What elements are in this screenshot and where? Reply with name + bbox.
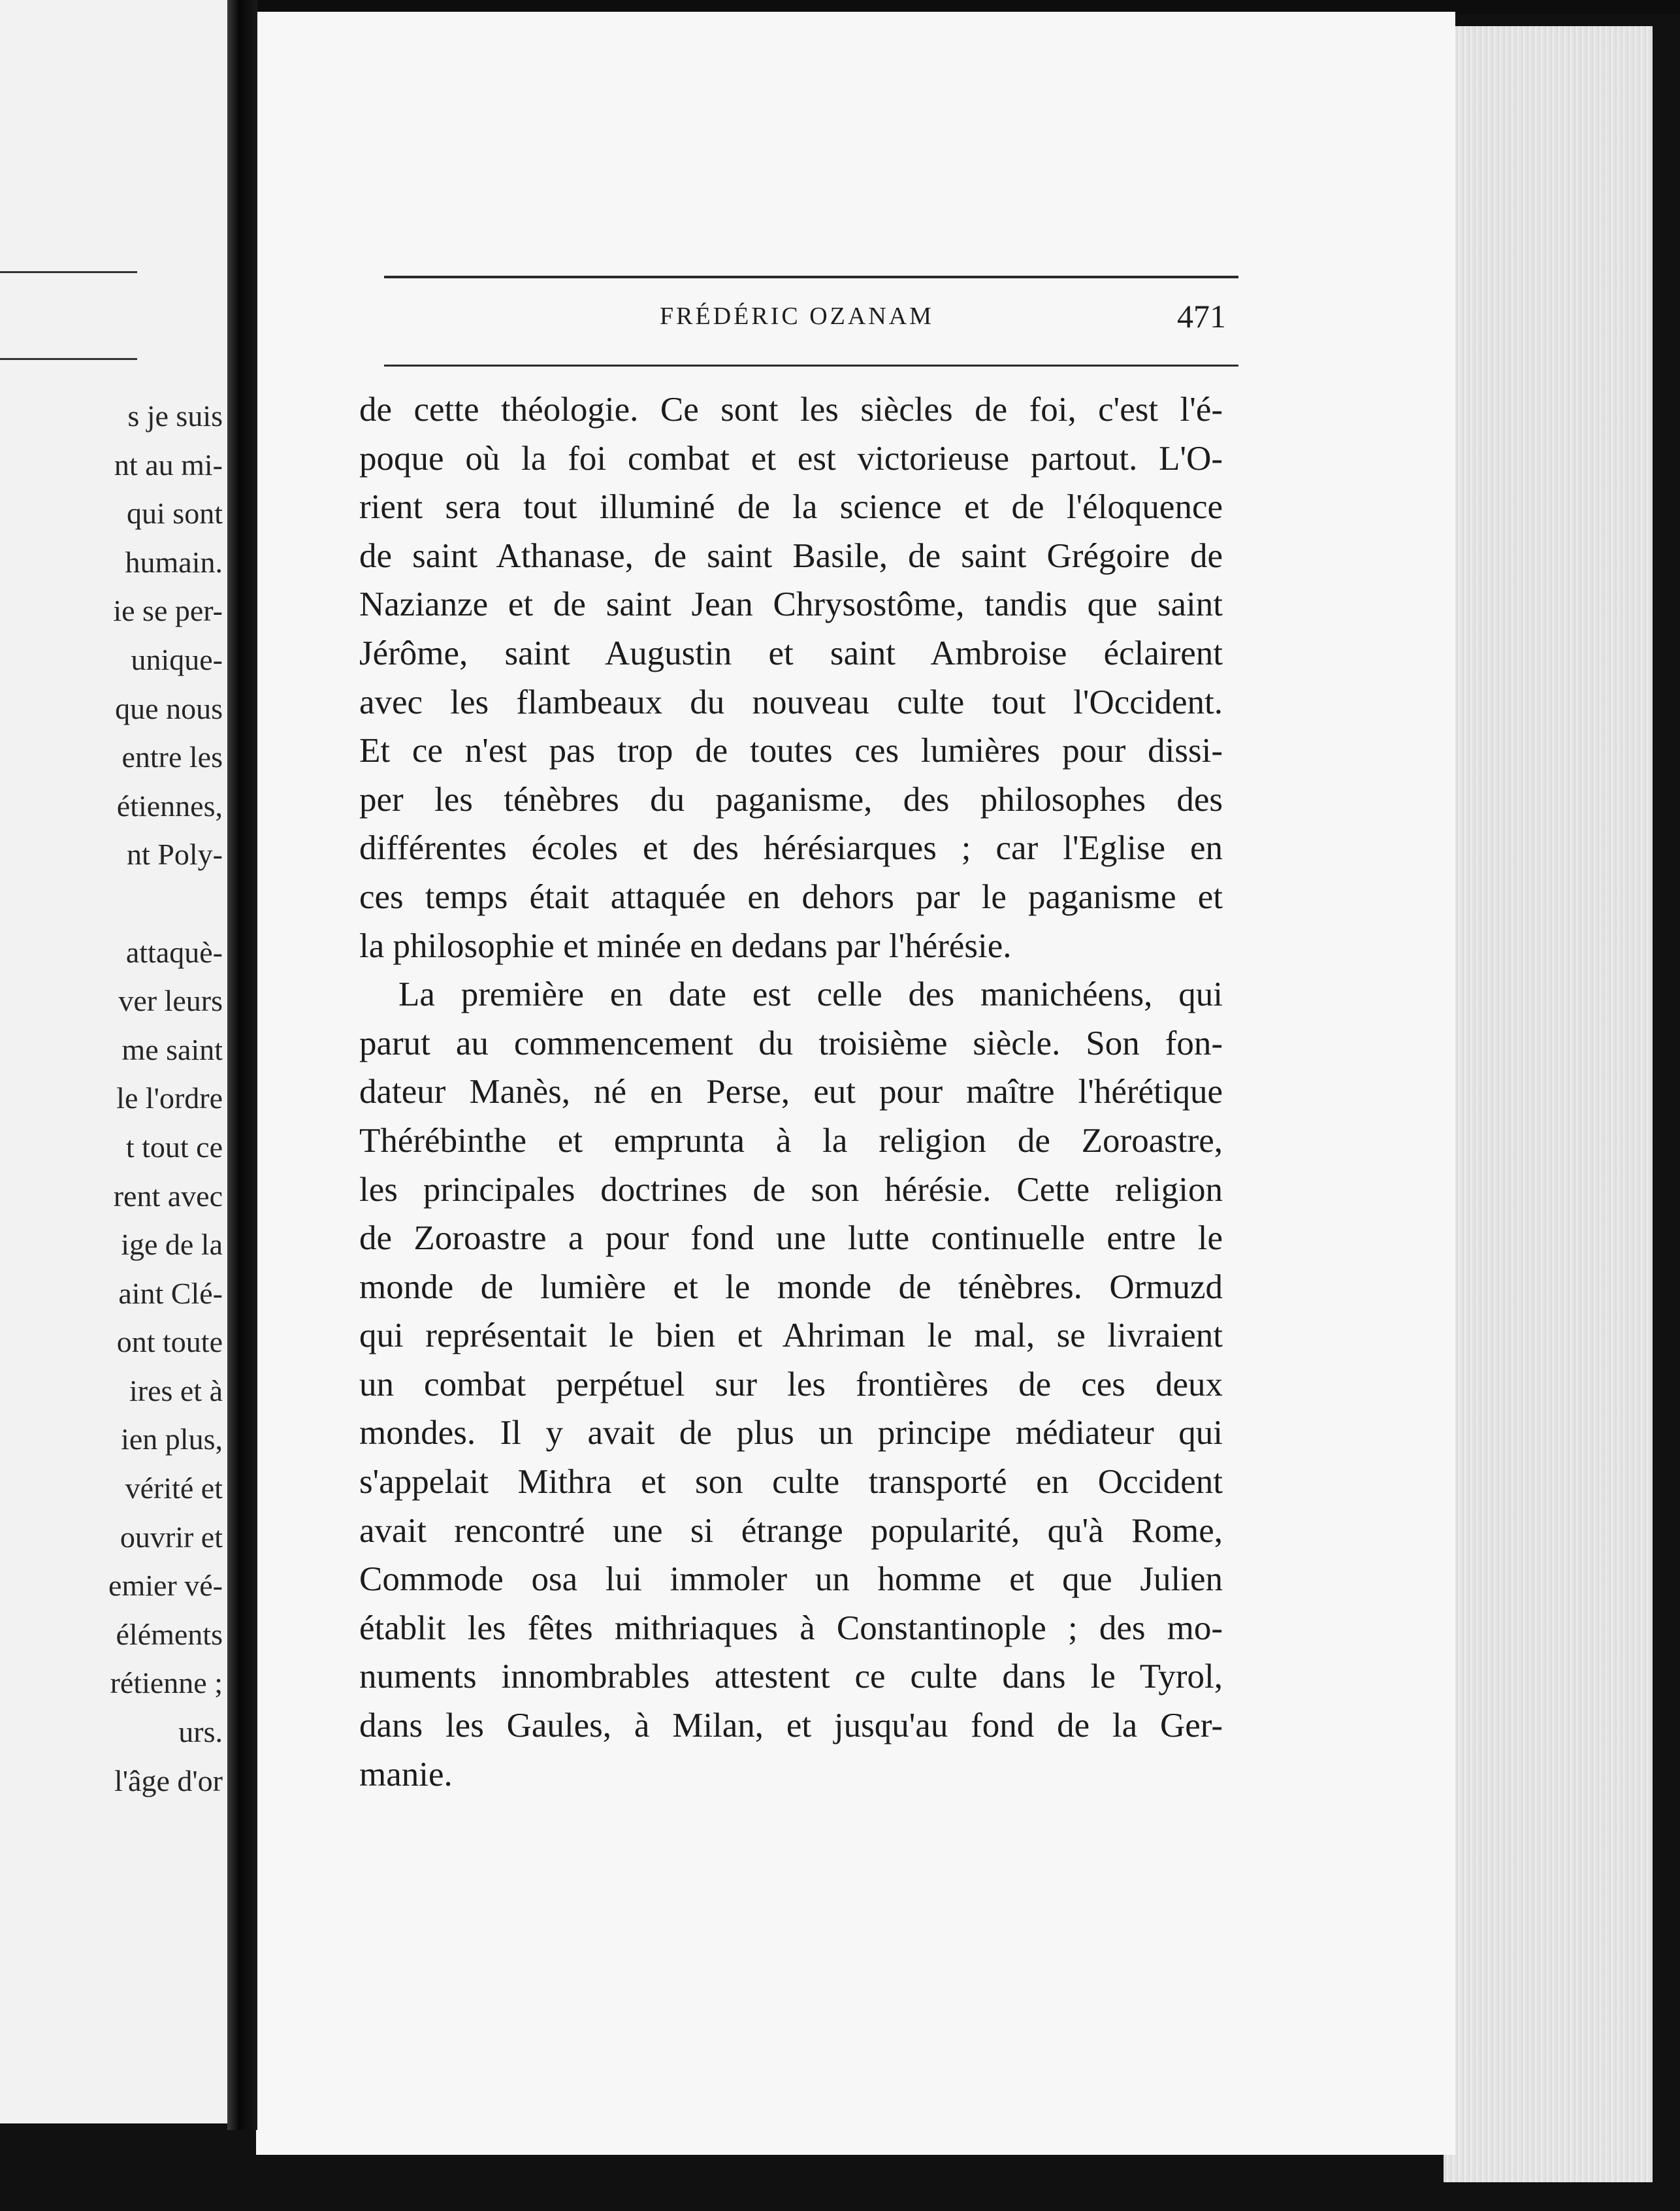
binding-gutter [227,0,257,2130]
left-page-line: attaquè- [125,935,223,969]
text-line: de Zoroastre a pour fond une lutte continuelle entre le [359,1219,1223,1258]
left-page-line: que nous [115,691,223,725]
text-line: Et ce n'est pas trop de toutes ces lumières pour dissi- [359,732,1223,770]
text-line: dateur Manès, né en Perse, eut pour maître l'hérétique [359,1073,1223,1111]
text-line: un combat perpétuel sur les frontières de ces deux [359,1365,1223,1403]
text-line: avec les flambeaux du nouveau culte tout l'Occident. [359,683,1223,721]
left-page-line: emier vé- [108,1569,223,1603]
body-text [359,385,1223,1799]
text-line: Commode osa lui immoler un homme et que Julien [359,1560,1223,1599]
left-page-line: s je suis [127,399,223,433]
text-line: La première en date est celle des manichéens, qui [398,975,1223,1014]
left-page-line: l'âge d'or [114,1763,223,1797]
text-line: rient sera tout illuminé de la science et de l'éloquence [359,488,1223,527]
text-line: établit les fêtes mithriaques à Constantinople ; des mo- [359,1609,1223,1647]
text-line: qui représentait le bien et Ahriman le mal, se livraient [359,1317,1223,1355]
text-line: mondes. Il y avait de plus un principe médiateur qui [359,1414,1223,1452]
left-page-line: humain. [125,545,223,579]
text-line: Thérébinthe et emprunta à la religion de Zoroastre, [359,1121,1223,1160]
left-page-line: nt Poly- [127,838,223,872]
left-page-line: me saint [121,1032,223,1066]
text-line: les principales doctrines de son hérésie. Cette religion [359,1170,1223,1209]
left-page-head-rule [0,358,137,360]
left-page-line: vérité et [125,1471,223,1505]
left-page-line: rent avec [113,1179,223,1213]
left-page-text [1,392,223,1805]
paragraph [359,385,1223,970]
header-bottom-rule [384,365,1238,367]
left-page-line: ige de la [121,1228,223,1262]
text-line: Jérôme, saint Augustin et saint Ambroise éclairent [359,634,1223,672]
left-page-line: t tout ce [125,1130,223,1164]
text-line: Nazianze et de saint Jean Chrysostôme, tandis que saint [359,585,1223,624]
left-page-line: rétienne ; [110,1666,223,1700]
left-page [0,0,232,2123]
left-page-line: éléments [116,1617,223,1651]
text-line: poque où la foi combat et est victorieuse partout. L'O- [359,439,1223,478]
text-line: per les ténèbres du paganisme, des philosophes des [359,780,1223,819]
paragraph [359,970,1223,1799]
text-line: monde de lumière et le monde de ténèbres. Ormuzd [359,1268,1223,1306]
header-top-rule [384,276,1238,278]
left-page-line: aint Clé- [118,1276,223,1310]
text-line: avait rencontré une si étrange popularité, qu'à Rome, [359,1511,1223,1550]
text-line: numents innombrables attestent ce culte dans le Tyrol, [359,1658,1223,1696]
text-line: parut au commencement du troisième siècle. Son fon- [359,1024,1223,1062]
text-line: ces temps était attaquée en dehors par le paganisme et [359,877,1223,916]
left-page-line: unique- [131,642,223,676]
left-page-line: ver leurs [118,984,223,1018]
left-page-line [1,879,223,928]
left-page-line: urs. [178,1715,223,1749]
left-page-line: étiennes, [116,789,223,823]
page-edges [1444,26,1653,2182]
running-head: FRÉDÉRIC OZANAM [660,303,934,330]
left-page-line: entre les [121,740,223,774]
left-page-line: le l'ordre [116,1081,223,1115]
left-page-line: qui sont [127,497,223,531]
left-page-line: nt au mi- [114,448,223,482]
left-page-line: ie se per- [113,594,223,628]
text-line: manie. [359,1755,453,1793]
text-line: la philosophie et minée en dedans par l'hérésie. [359,926,1012,965]
left-page-line: ont toute [116,1325,223,1359]
text-line: de saint Athanase, de saint Basile, de saint Grégoire de [359,536,1223,575]
text-line: s'appelait Mithra et son culte transporté en Occident [359,1463,1223,1501]
text-line: dans les Gaules, à Milan, et jusqu'au fond de la Ger- [359,1707,1223,1745]
text-line: différentes écoles et des hérésiarques ; car l'Eglise en [359,829,1223,868]
page-number: 471 [1177,298,1226,335]
left-page-line: ouvrir et [120,1520,223,1554]
text-line: de cette théologie. Ce sont les siècles de foi, c'est l'é- [359,391,1223,429]
left-page-line: ires et à [129,1373,223,1407]
left-page-top-rule [0,271,137,273]
left-page-line: ien plus, [121,1422,223,1456]
